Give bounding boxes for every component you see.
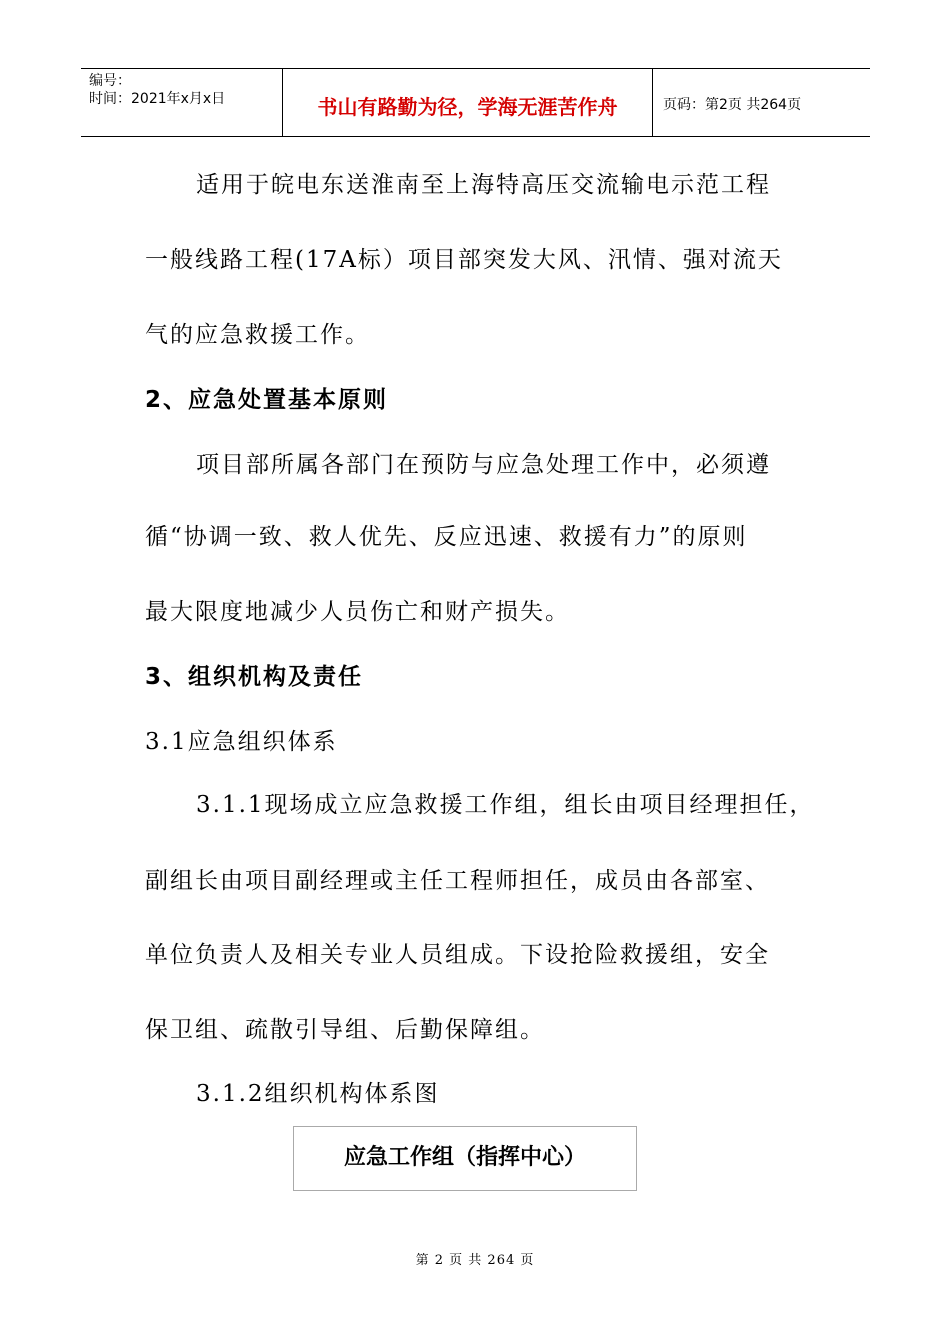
subsection-heading: 3.1应急组织体系 (145, 729, 338, 755)
paragraph-line: 保卫组、疏散引导组、后勤保障组。 (145, 1017, 545, 1043)
time-label: 时间：2021年x月x日 (89, 91, 226, 107)
page-header (81, 68, 870, 137)
paragraph-line: 适用于皖电东送淮南至上海特高压交流输电示范工程 (196, 172, 771, 198)
section-heading: 2、应急处置基本原则 (145, 387, 389, 413)
org-chart-box (293, 1126, 637, 1191)
org-chart-box-label: 应急工作组（指挥中心） (343, 1145, 586, 1170)
header-meta-cell (81, 69, 283, 136)
paragraph-line: 副组长由项目副经理或主任工程师担任，成员由各部室、 (145, 868, 770, 894)
paragraph-line: 最大限度地减少人员伤亡和财产损失。 (145, 599, 570, 625)
paragraph-line: 气的应急救援工作。 (145, 322, 370, 348)
serial-label: 编号： (89, 73, 131, 89)
page-footer: 第 2 页 共 264 页 (415, 1253, 535, 1268)
paragraph-line: 循“协调一致、救人优先、反应迅速、救援有力”的原则 (145, 524, 748, 550)
header-page-cell (653, 69, 870, 136)
motto-text: 书山有路勤为径，学海无涯苦作舟 (317, 95, 618, 119)
section-heading: 3、组织机构及责任 (145, 664, 364, 690)
paragraph-line: 项目部所属各部门在预防与应急处理工作中，必须遵 (196, 452, 771, 478)
paragraph-line: 3.1.1现场成立应急救援工作组，组长由项目经理担任， (196, 792, 815, 818)
paragraph-line: 单位负责人及相关专业人员组成。下设抢险救援组，安全 (145, 942, 770, 968)
page-info: 页码：第2页 共264页 (663, 97, 802, 113)
subsection-heading: 3.1.2组织机构体系图 (196, 1081, 440, 1107)
paragraph-line: 一般线路工程(17A标）项目部突发大风、汛情、强对流天 (145, 247, 783, 273)
header-motto-cell (283, 69, 653, 136)
